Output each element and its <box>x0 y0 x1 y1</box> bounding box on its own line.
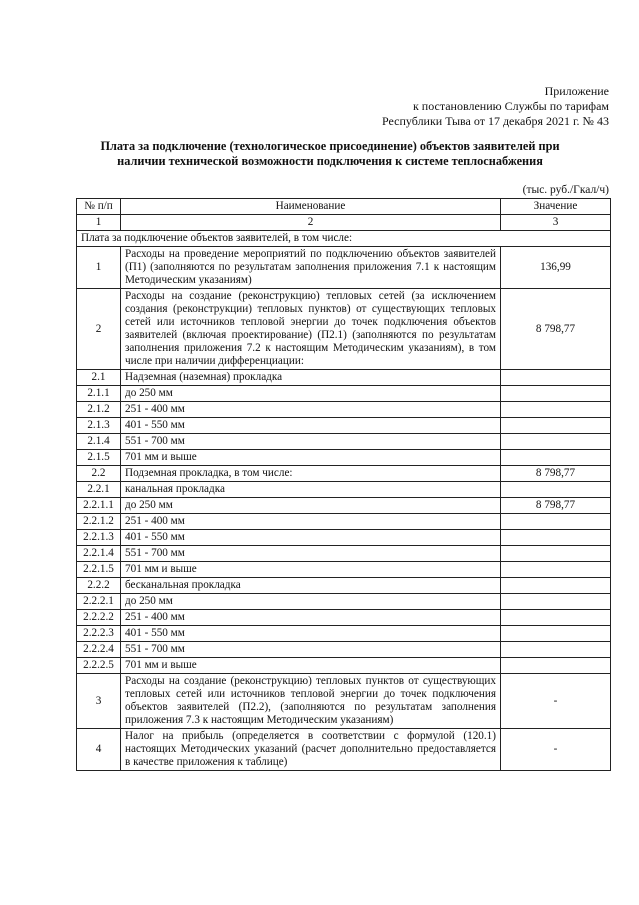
row-name: 701 мм и выше <box>121 450 501 466</box>
row-value <box>501 514 611 530</box>
table-row <box>77 450 611 466</box>
table-row <box>77 642 611 658</box>
row-name: 701 мм и выше <box>121 562 501 578</box>
row-value <box>501 658 611 674</box>
row-value <box>501 610 611 626</box>
row-number: 1 <box>77 247 121 289</box>
row-number: 4 <box>77 729 121 771</box>
row-value <box>501 546 611 562</box>
header-name: Наименование <box>121 199 501 215</box>
row-number: 2.2.2.2 <box>77 610 121 626</box>
row-number: 2.1.3 <box>77 418 121 434</box>
table-row <box>77 610 611 626</box>
fee-table <box>76 198 611 771</box>
table-row <box>77 482 611 498</box>
table-row <box>77 498 611 514</box>
table-row <box>77 530 611 546</box>
table-row <box>77 658 611 674</box>
row-name: Расходы на создание (реконструкцию) тепловых сетей (за исключением создания (реконструкции) тепловых пунктов) от существующих тепловых сетей или источников тепловой энергии до точек подключения объектов заявителей (включая проектирование) (П2.1) (заполняются по результатам заполнения приложения 7.2 к настоящим Методическим указаниям), в том числе при наличии дифференциации: <box>121 289 501 370</box>
table-colnum-row <box>77 215 611 231</box>
row-number: 2.2.1.4 <box>77 546 121 562</box>
table-row <box>77 626 611 642</box>
row-name: канальная прокладка <box>121 482 501 498</box>
row-value: 8 798,77 <box>501 498 611 514</box>
row-value <box>501 482 611 498</box>
row-value <box>501 642 611 658</box>
table-row <box>77 402 611 418</box>
row-value <box>501 450 611 466</box>
row-name: до 250 мм <box>121 498 501 514</box>
row-number: 2.2.2 <box>77 578 121 594</box>
row-number: 2.2.1.5 <box>77 562 121 578</box>
table-row <box>77 386 611 402</box>
row-name: до 250 мм <box>121 386 501 402</box>
header-block <box>382 84 609 129</box>
row-value <box>501 578 611 594</box>
row-value <box>501 562 611 578</box>
row-name: Расходы на создание (реконструкцию) тепловых пунктов от существующих тепловых сетей или источников тепловой энергии до точек подключения объектов заявителей (П2.2), (заполняются по результатам заполнения приложения 7.3 к настоящим Методическим указаниям) <box>121 674 501 729</box>
row-value <box>501 386 611 402</box>
table-row <box>77 418 611 434</box>
header-line-appendix: Приложение <box>544 84 609 98</box>
row-name: 251 - 400 мм <box>121 514 501 530</box>
row-name: 401 - 550 мм <box>121 530 501 546</box>
table-row <box>77 466 611 482</box>
table-row <box>77 434 611 450</box>
row-name: 251 - 400 мм <box>121 610 501 626</box>
row-name: до 250 мм <box>121 594 501 610</box>
row-name: бесканальная прокладка <box>121 578 501 594</box>
row-value: 8 798,77 <box>501 466 611 482</box>
row-name: 551 - 700 мм <box>121 434 501 450</box>
section-row <box>77 231 611 247</box>
header-line-resolution: к постановлению Службы по тарифам <box>412 99 609 113</box>
row-value: - <box>501 729 611 771</box>
row-value <box>501 530 611 546</box>
row-name: 701 мм и выше <box>121 658 501 674</box>
row-number: 2.2.1 <box>77 482 121 498</box>
row-name: 551 - 700 мм <box>121 546 501 562</box>
row-name: Налог на прибыль (определяется в соответствии с формулой (120.1) настоящих Методических указаний (расчет дополнительно предоставляется в качестве приложения к таблице) <box>121 729 501 771</box>
header-num: № п/п <box>77 199 121 215</box>
row-value: 8 798,77 <box>501 289 611 370</box>
row-number: 2.2.1.1 <box>77 498 121 514</box>
row-name: 401 - 550 мм <box>121 418 501 434</box>
row-number: 2.1.5 <box>77 450 121 466</box>
row-number: 2.2.1.3 <box>77 530 121 546</box>
table-row <box>77 729 611 771</box>
row-value: - <box>501 674 611 729</box>
row-number: 3 <box>77 674 121 729</box>
header-value: Значение <box>501 199 611 215</box>
row-name: Надземная (наземная) прокладка <box>121 370 501 386</box>
row-value <box>501 402 611 418</box>
row-number: 2.2.1.2 <box>77 514 121 530</box>
section-label: Плата за подключение объектов заявителей, в том числе: <box>77 231 611 247</box>
table-row <box>77 247 611 289</box>
row-number: 2.2.2.3 <box>77 626 121 642</box>
row-number: 2.2.2.4 <box>77 642 121 658</box>
row-name: 401 - 550 мм <box>121 626 501 642</box>
row-value <box>501 594 611 610</box>
colnum-2: 2 <box>121 215 501 231</box>
row-name: 251 - 400 мм <box>121 402 501 418</box>
row-number: 2.2.2.1 <box>77 594 121 610</box>
colnum-1: 1 <box>77 215 121 231</box>
row-number: 2.1.2 <box>77 402 121 418</box>
table-header-row <box>77 199 611 215</box>
row-number: 2.1 <box>77 370 121 386</box>
row-number: 2 <box>77 289 121 370</box>
table-row <box>77 514 611 530</box>
row-value: 136,99 <box>501 247 611 289</box>
row-number: 2.2.2.5 <box>77 658 121 674</box>
table-row <box>77 594 611 610</box>
row-value <box>501 626 611 642</box>
row-number: 2.1.4 <box>77 434 121 450</box>
table-row <box>77 674 611 729</box>
title-line-2: наличии технической возможности подключения к системе теплоснабжения <box>117 154 543 168</box>
colnum-3: 3 <box>501 215 611 231</box>
table-row <box>77 562 611 578</box>
row-name: Расходы на проведение мероприятий по подключению объектов заявителей (П1) (заполняются по результатам заполнения приложения 7.1 к настоящим Методическим указаниям) <box>121 247 501 289</box>
row-value <box>501 434 611 450</box>
table-row <box>77 546 611 562</box>
document-title <box>60 139 600 169</box>
table-row <box>77 578 611 594</box>
header-line-date: Республики Тыва от 17 декабря 2021 г. № 43 <box>382 114 609 128</box>
title-line-1: Плата за подключение (технологическое присоединение) объектов заявителей при <box>100 139 560 153</box>
row-value <box>501 370 611 386</box>
row-value <box>501 418 611 434</box>
row-name: 551 - 700 мм <box>121 642 501 658</box>
row-number: 2.1.1 <box>77 386 121 402</box>
unit-label: (тыс. руб./Гкал/ч) <box>522 184 609 196</box>
row-number: 2.2 <box>77 466 121 482</box>
table-row <box>77 370 611 386</box>
row-name: Подземная прокладка, в том числе: <box>121 466 501 482</box>
table-row <box>77 289 611 370</box>
